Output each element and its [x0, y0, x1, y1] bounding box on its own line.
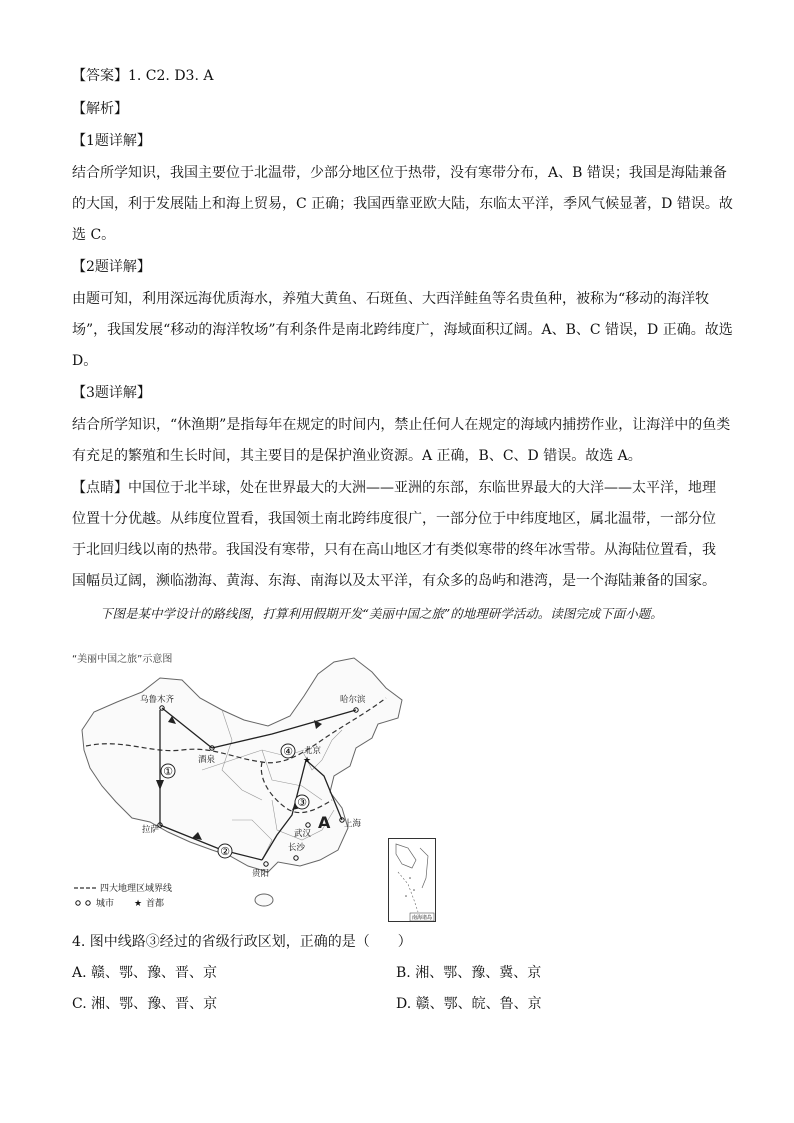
option-a[interactable]: A. 赣、鄂、豫、晋、京	[72, 965, 218, 981]
analysis-label: 【解析】	[72, 101, 128, 117]
hainan-island	[255, 894, 273, 906]
question-4-stem: 4. 图中线路③经过的省级行政区划，正确的是（ ）	[72, 934, 412, 950]
keypoint-line-1: 【点睛】中国位于北半球，处在世界最大的大洲——亚洲的东部，东临世界最大的大洋——太平洋，地理	[72, 480, 716, 496]
q2-line-2: 场”，我国发展“移动的海洋牧场”有利条件是南北跨纬度广，海域面积辽阔。A、B、C 错误，D 正确。故选	[72, 322, 733, 338]
q2-line-3: D。	[72, 353, 98, 369]
map-title: “美丽中国之旅”示意图	[72, 654, 173, 665]
answer-line: 【答案】1. C2. D3. A	[72, 68, 214, 84]
q3-heading: 【3题详解】	[72, 385, 151, 401]
legend-capital: 首都	[146, 899, 165, 909]
legend-star: ★	[134, 899, 143, 909]
city-harbin: 哈尔滨	[340, 695, 366, 705]
map-intro: 下图是某中学设计的路线图，打算利用假期开发“美丽中国之旅”的地理研学活动。读图完成下面小题。	[100, 606, 663, 621]
keypoint-line-2: 位置十分优越。从纬度位置看，我国领土南北跨纬度很广，一部分位于中纬度地区，属北温带，一部分位	[72, 511, 716, 527]
city-beijing: 北京	[304, 746, 322, 756]
legend-boundary: 四大地理区域界线	[100, 884, 173, 894]
q3-line-1: 结合所学知识，“休渔期”是指每年在规定的时间内，禁止任何人在规定的海域内捕捞作业，让海洋中的鱼类	[72, 417, 731, 433]
city-wuhan: 武汉	[294, 829, 312, 839]
option-b[interactable]: B. 湘、鄂、豫、冀、京	[396, 965, 542, 981]
q1-line-2: 的大国，利于发展陆上和海上贸易，C 正确；我国西靠亚欧大陆，东临太平洋，季风气候显著，D 错误。故	[72, 196, 733, 212]
city-guiyang: 贵阳	[252, 869, 270, 879]
country-outline	[82, 658, 402, 872]
legend-city: 城市	[96, 899, 115, 909]
capital-star: ★	[303, 756, 312, 766]
inset-label: 南海诸岛	[412, 915, 433, 921]
q3-line-2: 有充足的繁殖和生长时间，其主要目的是保护渔业资源。A 正确，B、C、D 错误。故选 A。	[72, 448, 642, 464]
city-jiuquan: 酒泉	[198, 755, 216, 765]
keypoint-line-4: 国幅员辽阔，濒临渤海、黄海、东海、南海以及太平洋，有众多的岛屿和港湾，是一个海陆兼备的国家。	[72, 573, 716, 589]
q1-line-3: 选 C。	[72, 227, 116, 243]
city-urumqi: 乌鲁木齐	[140, 695, 175, 705]
option-c[interactable]: C. 湘、鄂、豫、晋、京	[72, 996, 218, 1012]
q1-heading: 【1题详解】	[72, 133, 151, 149]
route-1-label: ①	[163, 765, 173, 778]
route-3-label: ③	[297, 796, 307, 809]
route-2-label: ②	[220, 845, 230, 858]
city-lhasa: 拉萨	[142, 825, 160, 835]
option-d[interactable]: D. 赣、鄂、皖、鲁、京	[396, 996, 542, 1012]
city-changsha: 长沙	[288, 843, 306, 853]
south-china-sea-inset	[388, 838, 436, 922]
map-legend	[74, 882, 172, 909]
keypoint-line-3: 于北回归线以南的热带。我国没有寒带，只有在高山地区才有类似寒带的终年冰雪带。从海陆位置看，我	[72, 542, 716, 558]
city-shanghai: 上海	[344, 819, 362, 829]
route-4-label: ④	[283, 745, 293, 758]
q2-line-1: 由题可知，利用深远海优质海水，养殖大黄鱼、石斑鱼、大西洋鲑鱼等名贵鱼种，被称为“移动的海洋牧	[72, 291, 710, 307]
q1-line-1: 结合所学知识，我国主要位于北温带，少部分地区位于热带，没有寒带分布，A、B 错误；我国是海陆兼备	[72, 165, 727, 181]
q2-heading: 【2题详解】	[72, 259, 151, 275]
point-a-label: A	[318, 813, 331, 832]
